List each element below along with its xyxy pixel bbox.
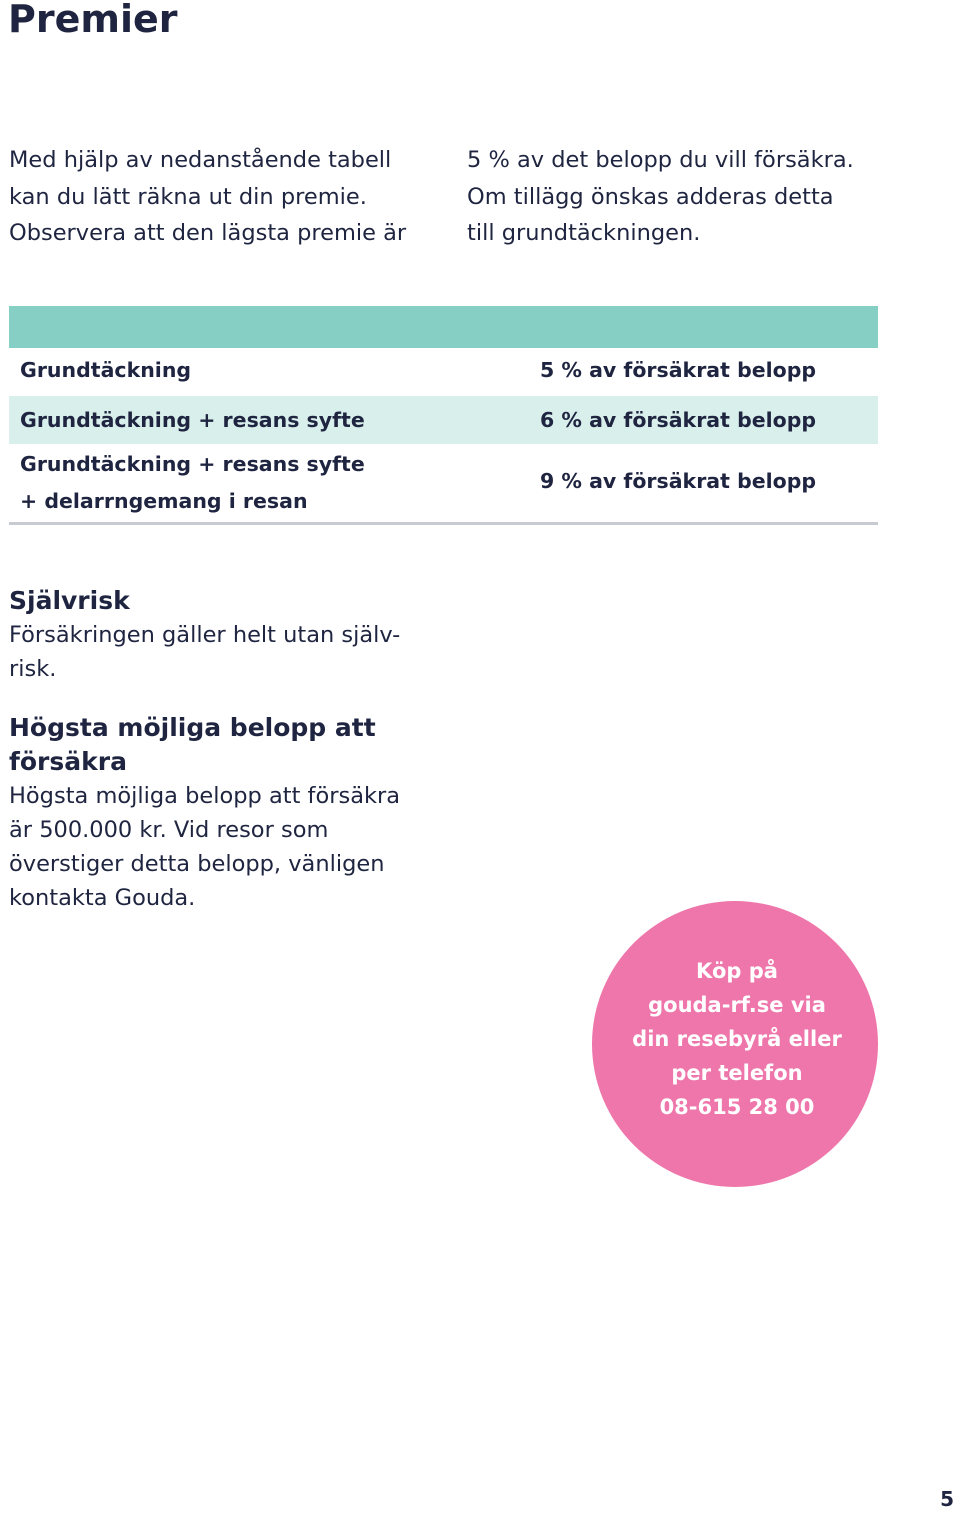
max-amount-heading: Högsta möjliga belopp att försäkra bbox=[9, 713, 376, 776]
self-risk-section bbox=[9, 584, 439, 686]
coverage-label: Grundtäckning + resans syfte + delarrngemang i resan bbox=[20, 452, 365, 513]
premium-rate: 9 % av försäkrat belopp bbox=[540, 469, 817, 493]
max-amount-text: Högsta möjliga belopp att försäkra är 500.000 kr. Vid resor som överstiger detta belopp, vänligen kontakta Gouda. bbox=[9, 783, 401, 911]
table-row bbox=[9, 348, 878, 396]
premium-table bbox=[9, 306, 878, 525]
table-header-bar bbox=[9, 306, 878, 348]
premium-rate: 6 % av försäkrat belopp bbox=[540, 408, 817, 432]
page-title: Premier bbox=[8, 0, 178, 41]
intro-text-right: 5 % av det belopp du vill försäkra. Om tillägg önskas adderas detta till grundtäckningen. bbox=[467, 147, 854, 246]
coverage-label: Grundtäckning bbox=[20, 358, 192, 382]
table-row bbox=[9, 444, 878, 525]
page-number: 5 bbox=[940, 1487, 954, 1511]
max-amount-section bbox=[9, 711, 439, 915]
intro-text-left: Med hjälp av nedanstående tabell kan du lätt räkna ut din premie. Observera att den lägsta premie är bbox=[9, 147, 407, 246]
self-risk-heading: Självrisk bbox=[9, 586, 130, 615]
purchase-info-text: Köp på gouda-rf.se via din resebyrå eller per telefon 08-615 28 00 bbox=[632, 959, 842, 1119]
purchase-info-badge bbox=[592, 901, 878, 1187]
table-row bbox=[9, 396, 878, 444]
premium-rate: 5 % av försäkrat belopp bbox=[540, 358, 817, 382]
coverage-label: Grundtäckning + resans syfte bbox=[20, 408, 365, 432]
self-risk-text: Försäkringen gäller helt utan själv- risk. bbox=[9, 622, 401, 682]
